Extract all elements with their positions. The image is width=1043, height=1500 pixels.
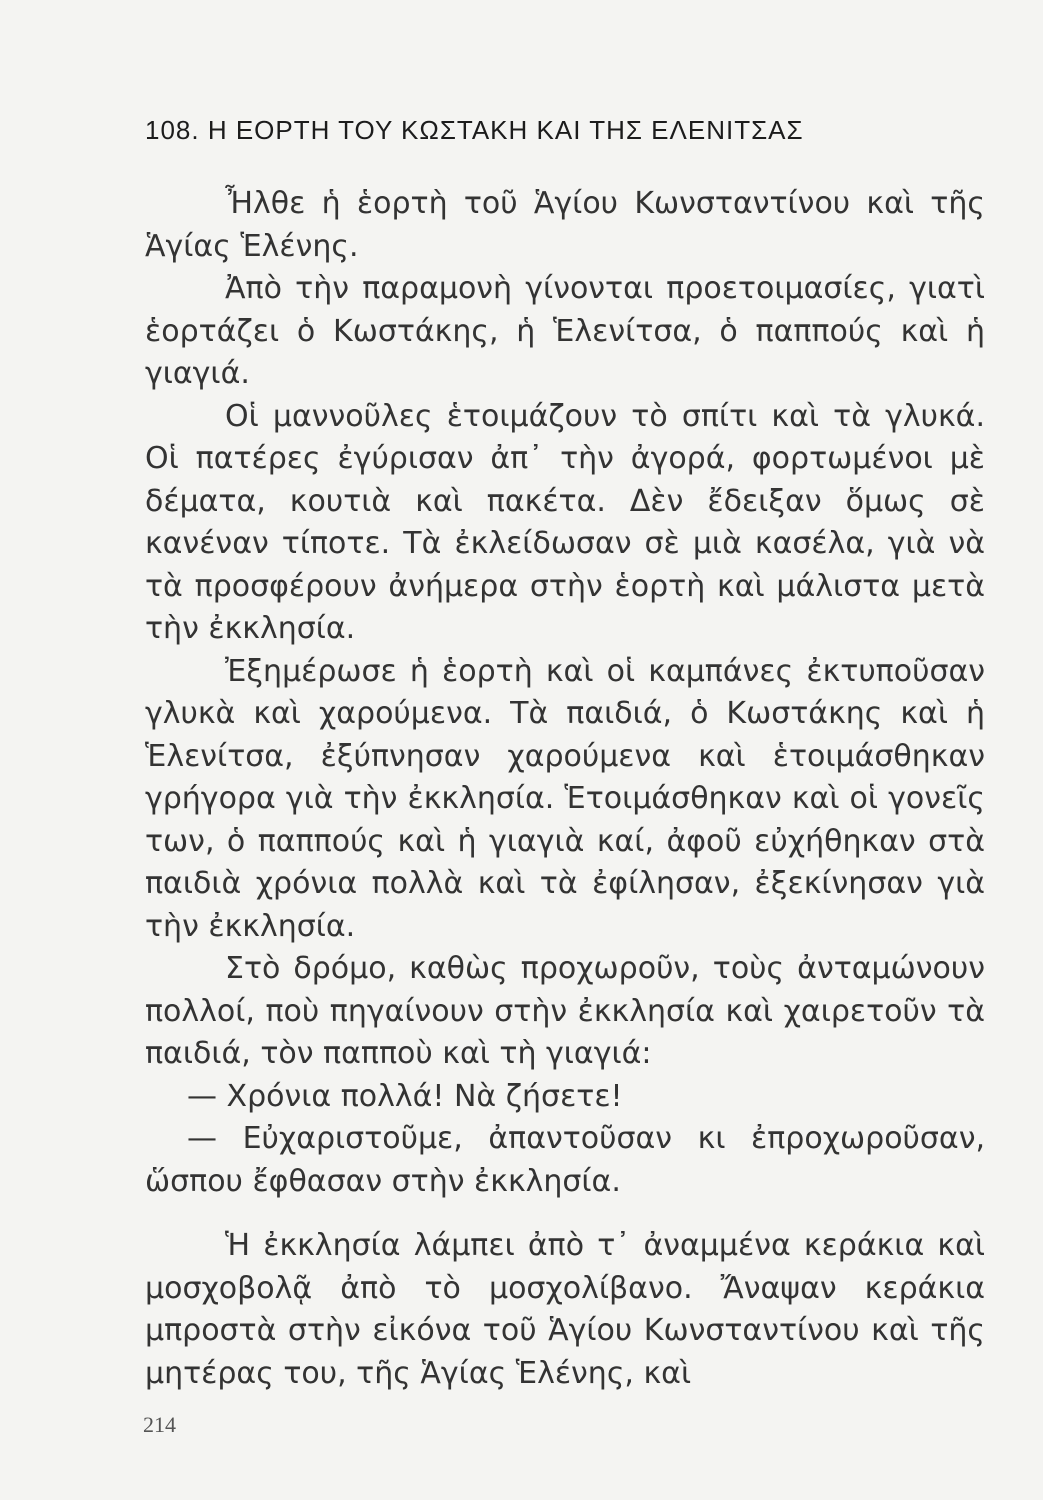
paragraph: Ἦλθε ἡ ἑορτὴ τοῦ Ἁγίου Κωνσταντίνου καὶ τῆς Ἁγίας Ἑλένης. — [145, 186, 985, 264]
dialogue-line: — Χρόνια πολλά! Νὰ ζήσετε! — [187, 1078, 623, 1114]
paragraph: Ἐξημέρωσε ἡ ἑορτὴ καὶ οἱ καμπάνες ἐκτυποῦσαν γλυκὰ καὶ χαρούμενα. Τὰ παιδιά, ὁ Κωστάκης καὶ ἡ Ἑλενίτσα, ἐξύπνησαν χαρούμενα καὶ ἑτοιμάσθηκαν γρήγορα γιὰ τὴν ἐκκλησία. Ἑτοιμάσθηκαν καὶ οἱ γονεῖς των, ὁ παππούς καὶ ἡ γιαγιὰ καί, ἀφοῦ εὐχήθηκαν στὰ παιδιὰ χρόνια πολλὰ καὶ τὰ ἐφίλησαν, ἐξεκίνησαν γιὰ τὴν ἐκκλησία. — [145, 653, 985, 944]
paragraph: Οἱ μαννοῦλες ἑτοιμάζουν τὸ σπίτι καὶ τὰ γλυκά. Οἱ πατέρες ἐγύρισαν ἀπ᾽ τὴν ἀγορά, φορτωμένοι μὲ δέματα, κουτιὰ καὶ πακέτα. Δὲν ἔδειξαν ὅμως σὲ κανέναν τίποτε. Τὰ ἐκλείδωσαν σὲ μιὰ κασέλα, γιὰ νὰ τὰ προσφέρουν ἀνήμερα στὴν ἑορτὴ καὶ μάλιστα μετὰ τὴν ἐκκλησία. — [145, 398, 985, 646]
chapter-body — [145, 183, 985, 1395]
chapter-title: 108. Η ΕΟΡΤΗ ΤΟΥ ΚΩΣΤΑΚΗ ΚΑΙ ΤΗΣ ΕΛΕΝΙΤΣΑΣ — [145, 115, 804, 145]
page-number: 214 — [143, 1412, 176, 1437]
dialogue-line: — Εὐχαριστοῦμε, ἀπαντοῦσαν κι ἐπροχωροῦσαν, ὥσπου ἔφθασαν στὴν ἐκκλησία. — [145, 1121, 985, 1199]
paragraph: Ἡ ἐκκλησία λάμπει ἀπὸ τ᾽ ἀναμμένα κεράκια καὶ μοσχοβολᾷ ἀπὸ τὸ μοσχολίβανο. Ἄναψαν κεράκια μπροστὰ στὴν εἰκόνα τοῦ Ἁγίου Κωνσταντίνου καὶ τῆς μητέρας του, τῆς Ἁγίας Ἑλένης, καὶ — [145, 1228, 985, 1391]
paragraph: Στὸ δρόμο, καθὼς προχωροῦν, τοὺς ἀνταμώνουν πολλοί, ποὺ πηγαίνουν στὴν ἐκκλησία καὶ χαιρετοῦν τὰ παιδιά, τὸν παπποὺ καὶ τὴ γιαγιά: — [145, 951, 985, 1071]
paragraph: Ἀπὸ τὴν παραμονὴ γίνονται προετοιμασίες, γιατὶ ἑορτάζει ὁ Κωστάκης, ἡ Ἑλενίτσα, ὁ παππούς καὶ ἡ γιαγιά. — [145, 271, 985, 391]
